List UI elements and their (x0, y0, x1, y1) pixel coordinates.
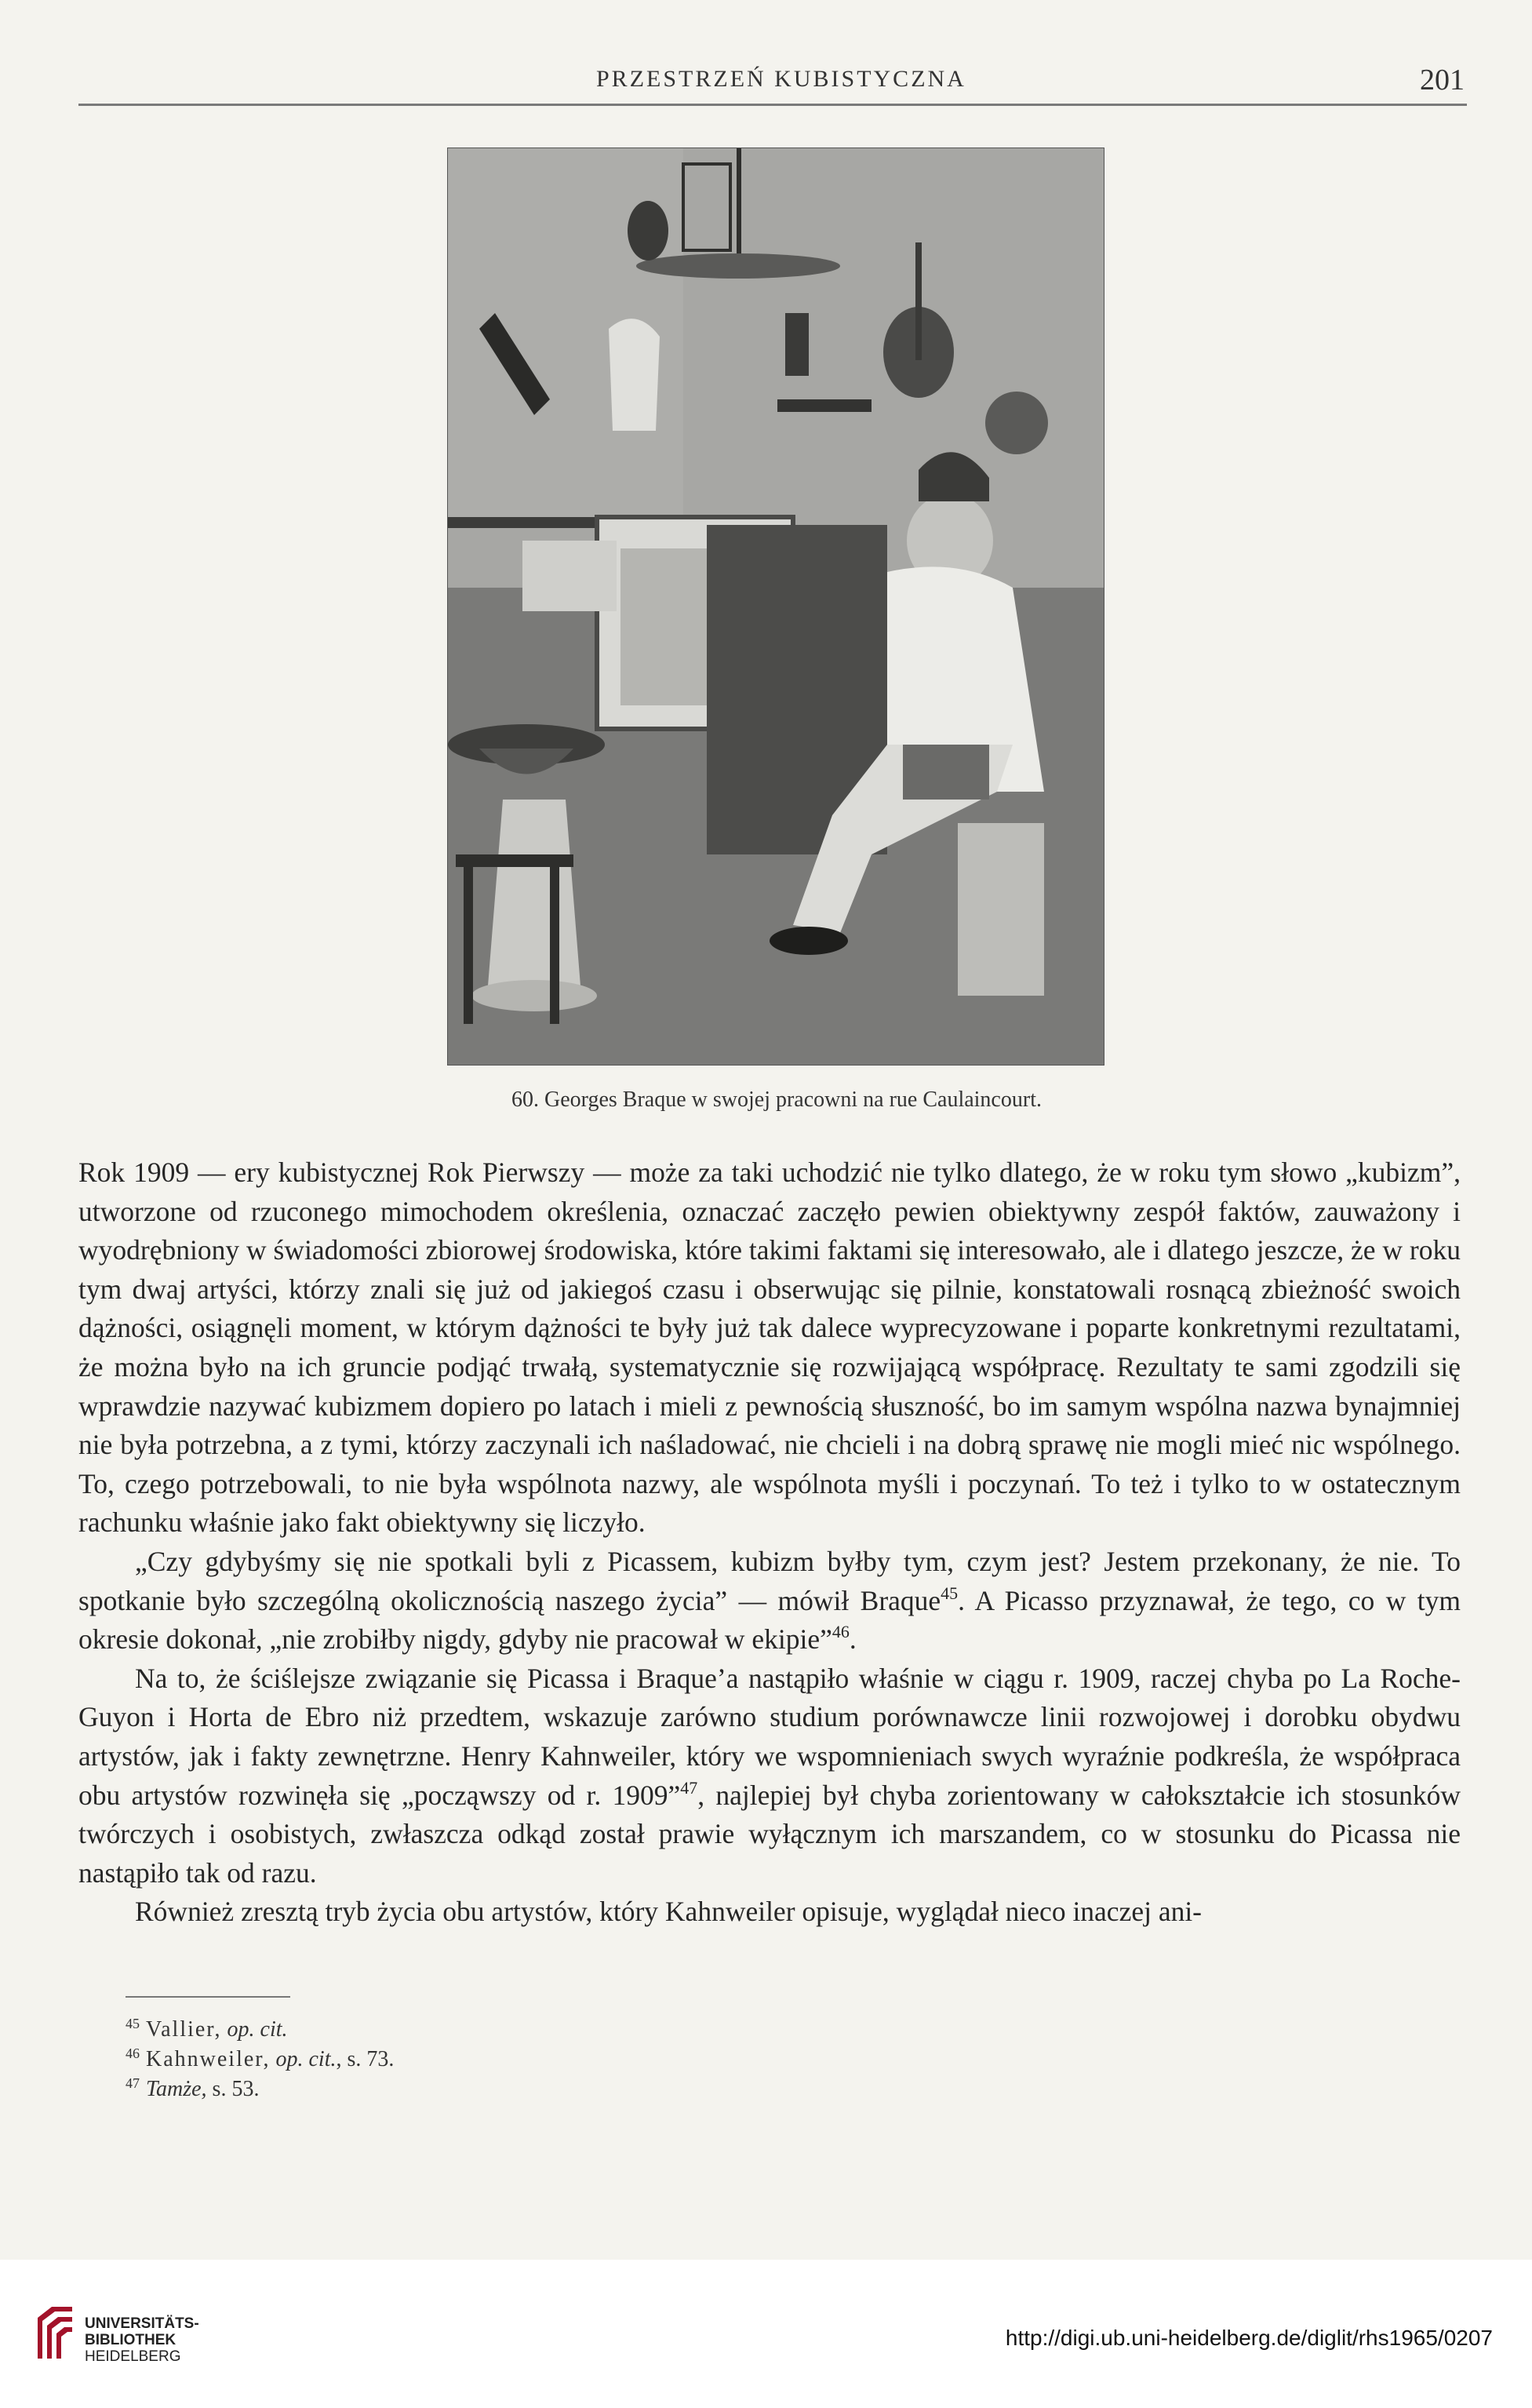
footnote-number: 47 (126, 2075, 140, 2091)
footnote-ref-45[interactable]: 45 (941, 1583, 959, 1603)
footnote-author: Kahnweiler, (146, 2047, 271, 2071)
footnote-number: 45 (126, 2016, 140, 2031)
footnote-page: , s. 73. (336, 2047, 395, 2071)
footnote-ref-47[interactable]: 47 (680, 1777, 698, 1798)
library-name-line-2: BIBLIOTHEK (85, 2332, 176, 2348)
footnote-rule (126, 1996, 290, 1998)
studio-photograph (447, 148, 1104, 1066)
footnote-source: op. cit. (275, 2047, 337, 2071)
quote-text-2: . A Picasso przyznawał, że tego, co w tym okresie dokonał, „nie zrobiłby nigdy, gdyby nie pracował w ekipie” (78, 1584, 1461, 1656)
footnote-45 (126, 2015, 394, 2045)
footnote-source: op. cit. (227, 2017, 288, 2042)
footnote-46 (126, 2045, 394, 2075)
library-logo-icon (33, 2304, 77, 2360)
footnote-page: s. 53. (206, 2077, 260, 2101)
paragraph-3-text-a: Na to, że ściślejsze związanie się Picassa i Braque’a nastąpiło właśnie w ciągu r. 1909, raczej chyba po La Roche-Guyon i Horta de Ebro niż przedtem, wskazuje zarówno studium porównawcze linii rozwojowej i dorobku obydwu artystów, jak i fakty zewnętrzne. Henry Kahnweiler, który we wspomnieniach swych wyraźnie podkreśla, że współpraca obu artystów rozwinęła się „począwszy od r. 1909” (78, 1662, 1461, 1811)
footnote-source: Tamże, (146, 2077, 207, 2101)
paragraph-3-text-b: najlepiej był chyba zorientowany w całokształcie ich stosunków twórczych i osobistych, zwłaszcza odkąd został prawie wyłącznym ich marszandem, co w stosunku do Picassa nie nastąpiło tak od razu. (78, 1779, 1461, 1889)
paragraph-3: Na to, że ściślejsze związanie się Picassa i Braque’a nastąpiło właśnie w ciągu r. 1909, raczej chyba po La Roche-Guyon i Horta de Ebro niż przedtem, wskazuje zarówno studium porównawcze linii rozwojowej i dorobku obydwu artystów, jak i fakty zewnętrzne. Henry Kahnweiler, który we wspomnieniach swych wyraźnie podkreśla, że współpraca obu artystów rozwinęła się „począwszy od r. 1909”$^{47}$, najlepiej był chyba zorientowany w całokształcie ich stosunków twórczych i osobistych, zwłaszcza odkąd został prawie wyłącznym ich marszandem, co w stosunku do Picassa nie nastąpiło tak od razu. (78, 1662, 1461, 1889)
footnotes (126, 2015, 394, 2104)
library-name-line-1: UNIVERSITÄTS- (85, 2315, 199, 2332)
quote-text-3: . (849, 1623, 857, 1656)
page-number: 201 (1420, 64, 1465, 97)
footnote-number: 46 (126, 2046, 140, 2061)
paragraph-2 (78, 1543, 1461, 1659)
photo-illustration (448, 148, 1104, 1065)
source-url-link[interactable]: http://digi.ub.uni-heidelberg.de/diglit/rhs1965/0207 (1005, 2326, 1493, 2350)
paragraph-4: Również zresztą tryb życia obu artystów, który Kahnweiler opisuje, wyglądał nieco inaczej ani- (135, 1896, 1203, 1928)
library-name-line-3: HEIDELBERG (85, 2348, 181, 2365)
paragraph-1: Rok 1909 — ery kubistycznej Rok Pierwszy — może za taki uchodzić nie tylko dlatego, że w roku tym słowo „kubizm”, utworzone od rzuconego mimochodem określenia, oznaczać zaczęło pewien obiektywny zespół faktów, zauważony i wyodrębniony w świadomości zbiorowej środowiska, które takimi faktami się interesowało, ale i dlatego jeszcze, że w roku tym dwaj artyści, którzy znali się już od jakiegoś czasu i obserwując się pilnie, konstatowali rosnącą zbieżność swoich dążności, osiągnęli moment, w którym dążności te były już tak dalece wyprecyzowane i poparte konkretnymi rezultatami, że można było na ich gruncie podjąć trwałą, systematycznie się rozwijającą współpracę. Rezultaty te sami zgodzili się wprawdzie nazywać kubizmem dopiero po latach i mieli z pewnością słuszność, bo im samym wspólna nazwa bynajmniej nie była potrzebna, a z tymi, którzy zaczynali ich naśladować, nie chcieli i na dobrą sprawę nie mogli mieć nic wspólnego. To, czego potrzebowali, to nie była wspólnota nazwy, ale wspólnota myśli i poczynań. To też i tylko to w ostatecznym rachunku właśnie jako fakt obiektywny się liczyło. (78, 1157, 1461, 1539)
footnote-47 (126, 2075, 394, 2104)
figure-caption: 60. Georges Braque w swojej pracowni na rue Caulaincourt. (511, 1087, 1042, 1112)
footnote-author: Vallier, (146, 2017, 222, 2042)
body-text (78, 1153, 1461, 1932)
header-rule (78, 104, 1467, 106)
library-logo-text (85, 2315, 199, 2365)
quote-text-1: „Czy gdybyśmy się nie spotkali byli z Picassem, kubizm byłby tym, czym jest? Jestem przekonany, że nie. To spotkanie było szczególną okolicznością naszego życia” — mówił Braque (78, 1545, 1461, 1616)
running-title: PRZESTRZEŃ KUBISTYCZNA (596, 66, 966, 92)
footnote-ref-46[interactable]: 46 (832, 1622, 850, 1642)
